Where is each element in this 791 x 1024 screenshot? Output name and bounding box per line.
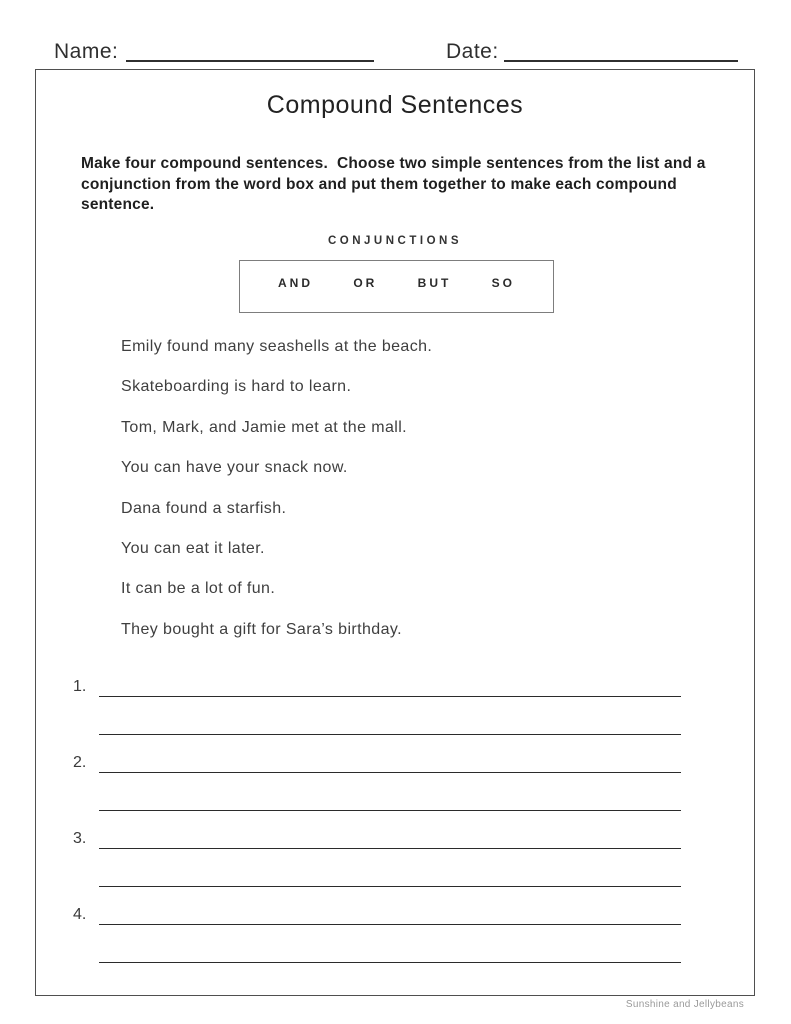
list-item: Tom, Mark, and Jamie met at the mall. — [121, 418, 408, 436]
list-item: It can be a lot of fun. — [121, 580, 276, 598]
answer-group-1 — [73, 677, 681, 735]
instructions-text: Make four compound sentences. Choose two simple sentences from the list and a conjunction from the word box and put them together to make each compound sentence. — [81, 155, 711, 213]
answer-3-line-2[interactable] — [99, 849, 681, 887]
conjunction-word-and: AND — [278, 275, 313, 290]
simple-sentence-list — [121, 338, 704, 661]
date-blank-field[interactable] — [504, 38, 738, 62]
answer-number: 1. — [73, 678, 87, 695]
worksheet-page — [35, 69, 755, 996]
conjunction-word-but: BUT — [417, 275, 452, 290]
answer-1-line-2[interactable] — [99, 697, 681, 735]
publisher-credit: Sunshine and Jellybeans — [625, 999, 744, 1010]
name-blank-field[interactable] — [126, 38, 374, 62]
answer-group-4 — [73, 905, 681, 963]
name-label: Name: — [54, 40, 119, 63]
answer-section — [73, 677, 681, 981]
conjunctions-word-box — [239, 260, 554, 313]
answer-2-line-2[interactable] — [99, 773, 681, 811]
date-label: Date: — [446, 40, 499, 63]
list-item: They bought a gift for Sara’s birthday. — [121, 620, 402, 638]
answer-number: 4. — [73, 906, 87, 923]
answer-4-line-2[interactable] — [99, 925, 681, 963]
list-item: Emily found many seashells at the beach. — [121, 338, 433, 355]
answer-1-line-1[interactable] — [99, 677, 681, 697]
conjunction-word-or: OR — [353, 275, 378, 290]
answer-group-3 — [73, 829, 681, 887]
list-item: Dana found a starfish. — [121, 499, 287, 517]
page-title: Compound Sentences — [266, 91, 524, 119]
conjunction-word-so: SO — [491, 275, 515, 290]
conjunctions-heading: CONJUNCTIONS — [327, 235, 462, 247]
answer-number: 2. — [73, 754, 87, 771]
list-item: You can have your snack now. — [121, 459, 348, 477]
answer-number: 3. — [73, 830, 87, 847]
answer-3-line-1[interactable] — [99, 829, 681, 849]
list-item: Skateboarding is hard to learn. — [121, 378, 352, 396]
list-item: You can eat it later. — [121, 539, 265, 557]
name-date-header — [0, 38, 791, 64]
answer-4-line-1[interactable] — [99, 905, 681, 925]
answer-2-line-1[interactable] — [99, 753, 681, 773]
answer-group-2 — [73, 753, 681, 811]
